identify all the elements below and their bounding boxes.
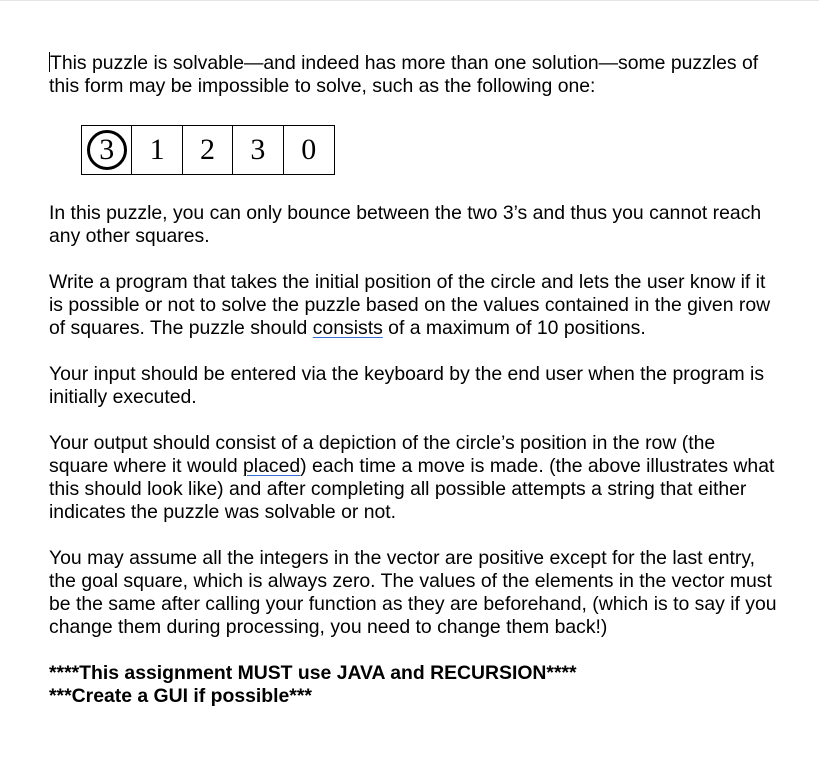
circle-marker: 3 (87, 130, 127, 170)
program-text-end: of a maximum of 10 positions. (382, 317, 646, 339)
intro-paragraph (49, 52, 779, 98)
bounce-paragraph: In this puzzle, you can only bounce between the two 3’s and thus you cannot reach any other squares. (49, 202, 762, 247)
puzzle-cell (132, 126, 182, 174)
top-rule (0, 0, 819, 1)
output-paragraph (49, 432, 779, 524)
puzzle-cell (233, 126, 283, 174)
intro-text: This puzzle is solvable—and indeed has more than one solution—some puzzles of this form may be impossible to solve, such as the following one: (49, 52, 759, 97)
puzzle-cell-value: 0 (301, 133, 317, 166)
output-text-start: Your output should consist of a depiction of the circle’s position in the row (the square where it would (49, 432, 716, 477)
gui-requirement: ***Create a GUI if possible*** (49, 685, 312, 707)
assumption-paragraph: You may assume all the integers in the vector are positive except for the last entry, the goal square, which is always zero. The values of the elements in the vector must be the same after calling your function as they are beforehand, (which is to say if you change them during processing, you need to change them back!) (49, 547, 777, 638)
java-requirement: ****This assignment MUST use JAVA and RECURSION**** (49, 662, 577, 684)
puzzle-row (81, 125, 335, 175)
puzzle-cell (284, 126, 334, 174)
program-text-start: Write a program that takes the initial position of the circle and lets the user know if it is possible or not to solve the puzzle based on the values contained in the given row of squares. The puzzle should (49, 271, 771, 339)
puzzle-cell (183, 126, 233, 174)
grammar-flag-consists[interactable]: consists (312, 317, 383, 339)
input-paragraph: Your input should be entered via the keyboard by the end user when the program is initially executed. (49, 363, 765, 408)
output-text-end: ) each time a move is made. (the above illustrates what this should look like) and after completing all possible attempts a string that either indicates the puzzle was solvable or not. (49, 455, 775, 523)
program-paragraph (49, 271, 779, 340)
puzzle-cell-value: 1 (149, 133, 165, 166)
grammar-flag-placed[interactable]: placed (243, 455, 301, 477)
puzzle-cell (82, 126, 132, 174)
document-page[interactable] (49, 52, 779, 708)
puzzle-cell-value: 2 (199, 133, 215, 166)
puzzle-cell-value: 3 (250, 133, 266, 166)
